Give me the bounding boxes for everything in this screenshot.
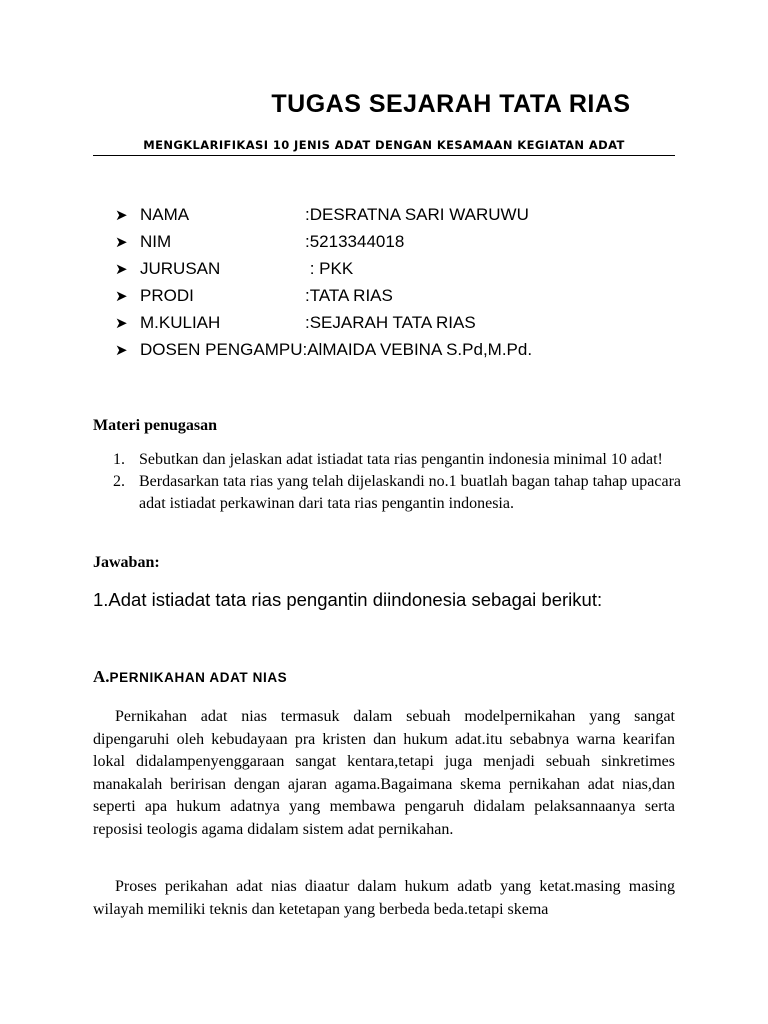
section-letter: A.: [93, 667, 110, 686]
section-title: PERNIKAHAN ADAT NIAS: [109, 670, 288, 685]
info-value: :5213344018: [305, 232, 405, 251]
task-text: Sebutkan dan jelaskan adat istiadat tata rias pengantin indonesia minimal 10 adat!: [139, 451, 663, 468]
info-item-prodi: [115, 282, 532, 309]
answer-intro: 1.Adat istiadat tata rias pengantin diindonesia sebagai berikut:: [93, 589, 603, 610]
list-item: [113, 449, 683, 471]
jawaban-heading: Jawaban:: [93, 554, 160, 571]
info-value: :DESRATNA SARI WARUWU: [305, 205, 529, 224]
info-item-dosen-pengampu: [115, 336, 532, 363]
info-label: DOSEN PENGAMPU: [140, 340, 303, 359]
info-item-nim: [115, 228, 532, 255]
student-info-list: [115, 201, 532, 363]
document-subtitle: MENGKLARIFIKASI 10 JENIS ADAT DENGAN KESAMAAN KEGIATAN ADAT: [93, 138, 675, 156]
info-item-jurusan: [115, 255, 532, 282]
materi-heading: Materi penugasan: [93, 417, 217, 434]
task-list: [113, 449, 683, 515]
paragraph-1: Pernikahan adat nias termasuk dalam sebuah modelpernikahan yang sangat dipengaruhi oleh kebudayaan pra kristen dan hukum adat.itu sebabnya warna kearifan lokal didalampenyenggaraan sangat kentara,tetapi juga menjadi sebuah sinkretimes manakalah beririsan dengan ajaran agama.Bagaimana skema pernikahan adat nias,dan seperti apa hukum adatnya yang membawa pengaruh didalam pelaksannaanya serta reposisi teologis agama didalam sistem adat pernikahan.: [93, 708, 675, 838]
task-number: 1.: [113, 451, 125, 468]
arrowhead-bullet-icon: ➤: [115, 207, 128, 224]
arrowhead-bullet-icon: ➤: [115, 261, 128, 278]
list-item: [113, 471, 683, 515]
info-label: PRODI: [140, 286, 194, 305]
info-label: NIM: [140, 232, 172, 251]
task-text: Berdasarkan tata rias yang telah dijelaskandi no.1 buatlah bagan tahap tahap upacara adat istiadat perkawinan dari tata rias pengantin indonesia.: [139, 473, 681, 512]
info-label: M.KULIAH: [140, 313, 221, 332]
info-item-mata-kuliah: [115, 309, 532, 336]
info-value: :SEJARAH TATA RIAS: [305, 313, 476, 332]
info-value: : PKK: [305, 259, 354, 278]
info-label: NAMA: [140, 205, 190, 224]
arrowhead-bullet-icon: ➤: [115, 234, 128, 251]
document-title: TUGAS SEJARAH TATA RIAS: [271, 90, 631, 118]
arrowhead-bullet-icon: ➤: [115, 342, 128, 359]
info-value: :AlMAIDA VEBINA S.Pd,M.Pd.: [302, 340, 533, 359]
info-value: :TATA RIAS: [305, 286, 393, 305]
arrowhead-bullet-icon: ➤: [115, 315, 128, 332]
info-label: JURUSAN: [140, 259, 221, 278]
arrowhead-bullet-icon: ➤: [115, 288, 128, 305]
task-number: 2.: [113, 473, 125, 490]
paragraph-2: Proses perikahan adat nias diaatur dalam hukum adatb yang ketat.masing masing wilayah memiliki teknis dan ketetapan yang berbeda beda.tetapi skema: [93, 878, 675, 918]
info-item-nama: [115, 201, 532, 228]
section-heading: [93, 667, 287, 687]
